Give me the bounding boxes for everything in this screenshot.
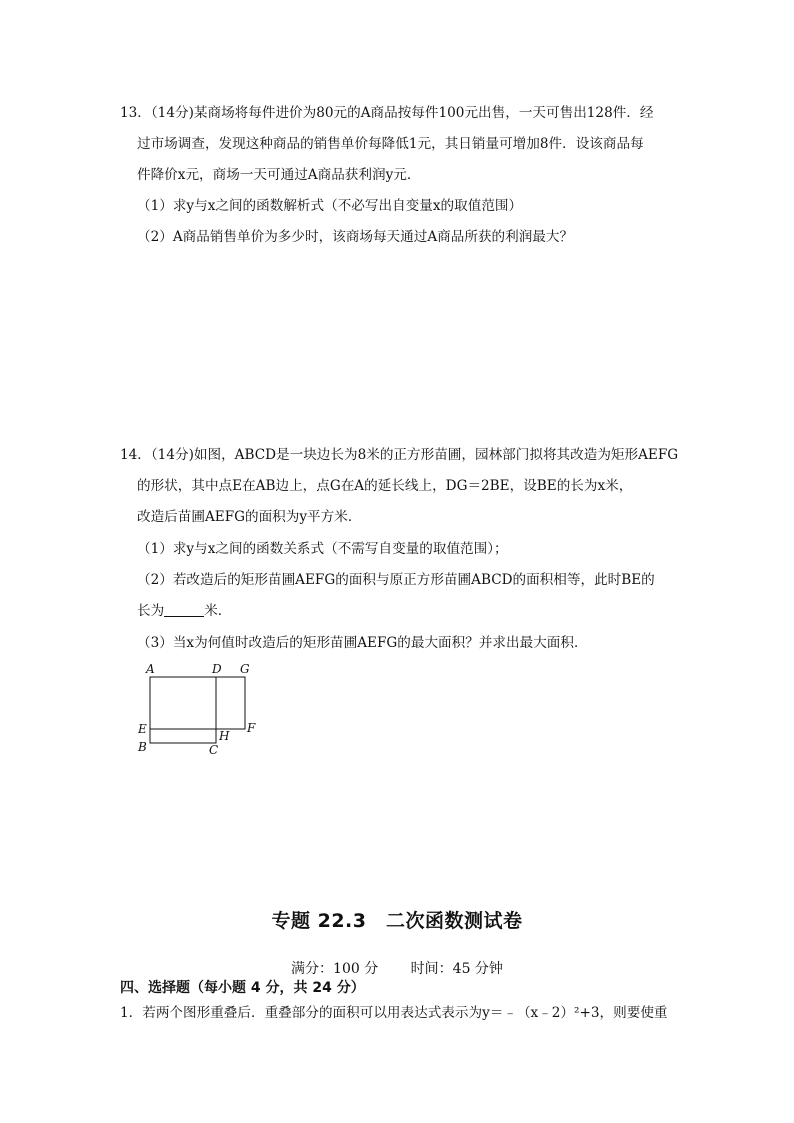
q13-part2: （2）A商品销售单价为多少时，该商场每天通过A商品所获的利润最大？ <box>137 229 574 245</box>
q14-line1: 14．（14分)如图，ABCD是一块边长为8米的正方形苗圃，园林部门拟将其改造为矩形AEFG <box>120 447 679 463</box>
square-abcd <box>150 677 216 743</box>
time-limit: 时间：45 分钟 <box>410 961 503 977</box>
full-marks: 满分：100 分 <box>291 961 379 977</box>
q14-line2: 的形状，其中点E在AB边上，点G在A的延长线上，DG＝2BE，设BE的长为x米， <box>137 478 633 494</box>
test-meta <box>0 958 794 978</box>
test-q1: 1．若两个图形重叠后．重叠部分的面积可以用表达式表示为y＝﹣（x﹣2）²+3，则要使重 <box>120 1005 668 1021</box>
q14-part2b-post: 米． <box>204 603 232 619</box>
q14-line3: 改造后苗圃AEFG的面积为y平方米． <box>137 509 362 525</box>
q14-part2b-pre: 长为 <box>137 603 165 619</box>
rect-aefg <box>150 677 245 729</box>
label-h: H <box>219 729 230 743</box>
q14-part2a: （2）若改造后的矩形苗圃AEFG的面积与原正方形苗圃ABCD的面积相等，此时BE的 <box>137 572 655 588</box>
test-title: 专题 22.3 二次函数测试卷 <box>271 910 523 932</box>
label-e: E <box>138 722 147 736</box>
answer-blank <box>164 603 204 617</box>
q13-line1: 13．（14分)某商场将每件进价为80元的A商品按每件100元出售，一天可售出128件．经 <box>120 105 654 121</box>
q13-line2: 过市场调查，发现这种商品的销售单价每降低1元，其日销量可增加8件．设该商品每 <box>137 136 644 152</box>
label-f: F <box>247 721 256 735</box>
q14-part1: （1）求y与x之间的函数关系式（不需写自变量的取值范围）； <box>137 541 508 557</box>
label-g: G <box>240 662 250 676</box>
q14-part3: （3）当x为何值时改造后的矩形苗圃AEFG的最大面积？并求出最大面积． <box>137 635 588 651</box>
q14-part2b <box>137 602 231 620</box>
section-heading: 四、选择题（每小题 4 分，共 24 分） <box>120 980 365 996</box>
geometry-figure <box>133 660 273 760</box>
label-a: A <box>146 662 155 676</box>
q13-part1: （1）求y与x之间的函数解析式（不必写出自变量x的取值范围） <box>137 198 523 214</box>
label-c: C <box>209 743 219 757</box>
q13-line3: 件降价x元，商场一天可通过A商品获利润y元． <box>137 167 421 183</box>
label-b: B <box>138 740 147 754</box>
label-d: D <box>212 662 222 676</box>
